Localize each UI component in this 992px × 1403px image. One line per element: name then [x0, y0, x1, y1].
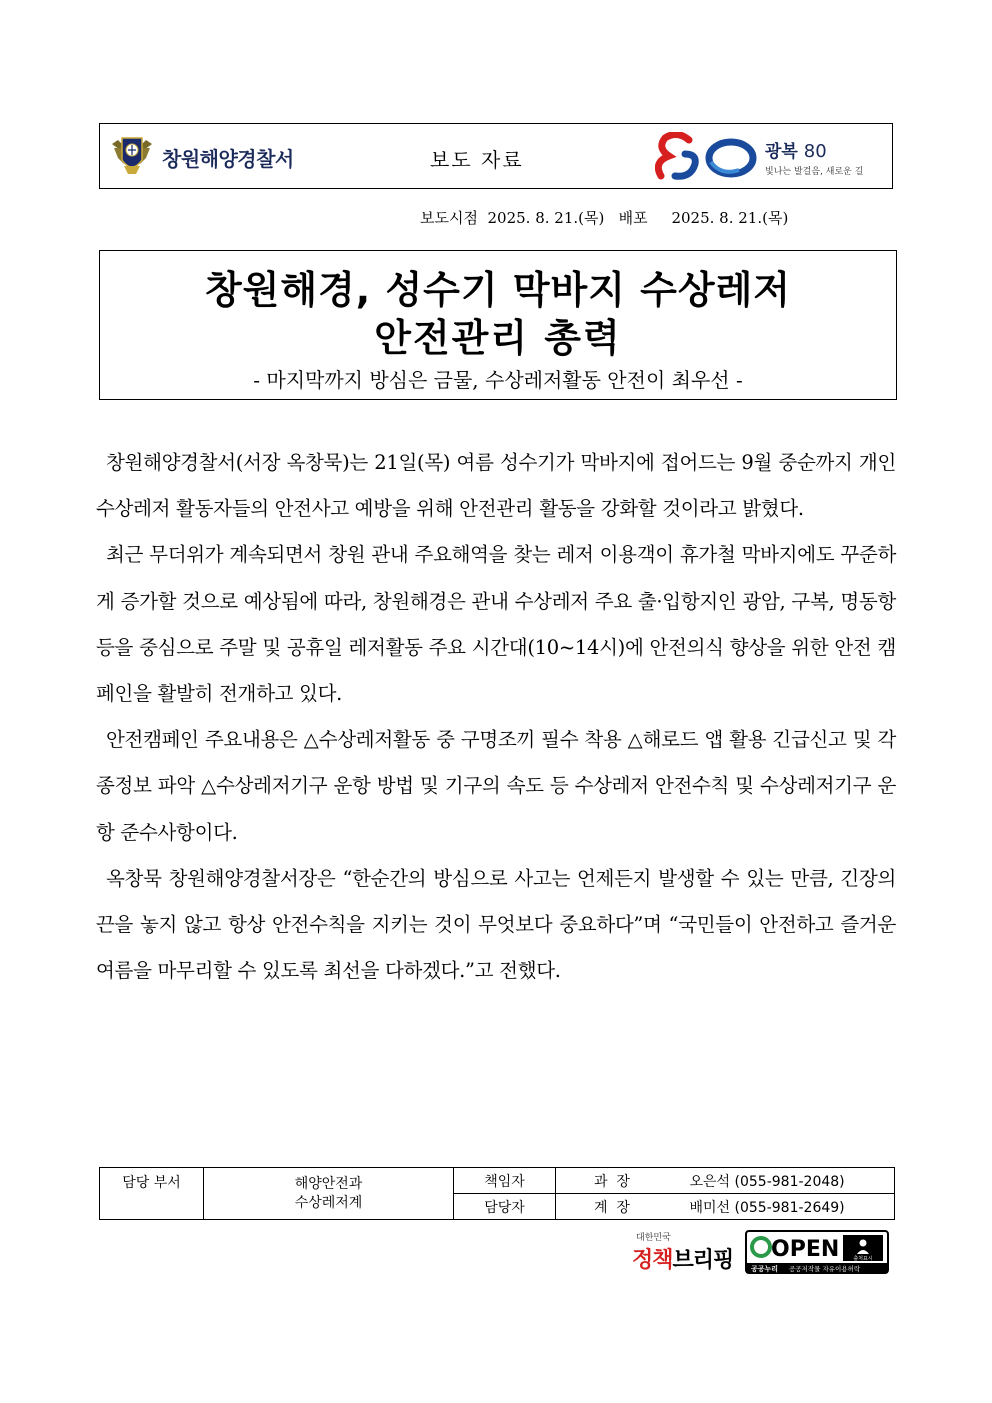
open-label: OPEN [771, 1237, 840, 1262]
role-cell: 담당자 [454, 1194, 556, 1220]
kogl-open-license-icon [745, 1230, 889, 1274]
liberation-80-logo [655, 132, 863, 182]
dept-name-line: 수상레저계 [294, 1194, 363, 1211]
position-cell: 계 장 [556, 1194, 660, 1220]
contact-table [99, 1167, 895, 1220]
open-type-label: 출처표시 [853, 1256, 873, 1262]
agency-logo [110, 134, 294, 180]
paragraph: 옥창묵 창원해양경찰서장은 “한순간의 방심으로 사고는 언제든지 발생할 수 있는 만큼, 긴장의 끈을 놓지 않고 항상 안전수칙을 지키는 것이 무엇보다 중요하다”며 “국민들이 안전하고 즐거운 여름을 마무리할 수 있도록 최선을 다하겠다.”고 전했다. [96, 866, 896, 983]
paragraph: 최근 무더위가 계속되면서 창원 관내 주요해역을 찾는 레저 이용객이 휴가철 막바지에도 꾸준하게 증가할 것으로 예상됨에 따라, 창원해경은 관내 수상레저 주요 출·입항지인 광암, 구복, 명동항 등을 중심으로 주말 및 공휴일 레저활동 주요 시간대(10~14시)에 안전의식 향상을 위한 안전 캠페인을 활발히 전개하고 있다. [96, 543, 896, 706]
dept-name [204, 1168, 454, 1220]
agency-name: 창원해양경찰서 [162, 146, 294, 171]
liberation-80-emblem-icon [655, 132, 759, 182]
role-cell: 책임자 [454, 1168, 556, 1194]
open-caption-bold: 공공누리 [751, 1265, 779, 1273]
anniversary-label: 광복 [765, 142, 798, 162]
footer-logos [632, 1230, 889, 1274]
position-cell: 과 장 [556, 1168, 660, 1194]
title-box [99, 250, 897, 400]
anniversary-number: 80 [803, 141, 827, 162]
policy-briefing-logo [632, 1230, 733, 1274]
policy-logo-black-text: 브리핑 [672, 1248, 734, 1273]
header-box [99, 123, 893, 189]
policy-logo-red-text: 정책 [632, 1248, 673, 1273]
subheadline: - 마지막까지 방심은 금물, 수상레저활동 안전이 최우선 - [253, 368, 743, 392]
dept-label: 담당 부서 [100, 1168, 204, 1220]
release-timing: 보도시점 2025. 8. 21.(목) 배포 2025. 8. 21.(목) [420, 209, 789, 227]
paragraph: 창원해양경찰서(서장 옥창묵)는 21일(목) 여름 성수기가 막바지에 접어드는 9월 중순까지 개인 수상레저 활동자들의 안전사고 예방을 위해 안전관리 활동을 강화할 것이라고 밝혔다. [96, 451, 896, 521]
headline-line-1: 창원해경, 성수기 막바지 수상레저 [204, 268, 792, 312]
headline-line-2: 안전관리 총력 [374, 316, 622, 360]
open-caption: 공공저작물 자유이용허락 [789, 1265, 861, 1273]
article-body [96, 440, 896, 994]
policy-logo-small-text: 대한민국 [636, 1233, 671, 1243]
table-row [100, 1168, 895, 1194]
person-cell: 배미선 (055-981-2649) [660, 1194, 895, 1220]
paragraph: 안전캠페인 주요내용은 △수상레저활동 중 구명조끼 필수 착용 △해로드 앱 활용 긴급신고 및 각종정보 파악 △수상레저기구 운항 방법 및 기구의 속도 등 수상레저 안전수칙 및 수상레저기구 운항 준수사항이다. [96, 728, 896, 844]
coast-guard-emblem-icon [110, 134, 154, 180]
dept-name-line: 해양안전과 [294, 1175, 363, 1192]
doc-type-label: 보도 자료 [430, 148, 524, 172]
person-cell: 오은석 (055-981-2048) [660, 1168, 895, 1194]
anniversary-slogan: 빛나는 발걸음, 새로운 길 [765, 167, 864, 177]
